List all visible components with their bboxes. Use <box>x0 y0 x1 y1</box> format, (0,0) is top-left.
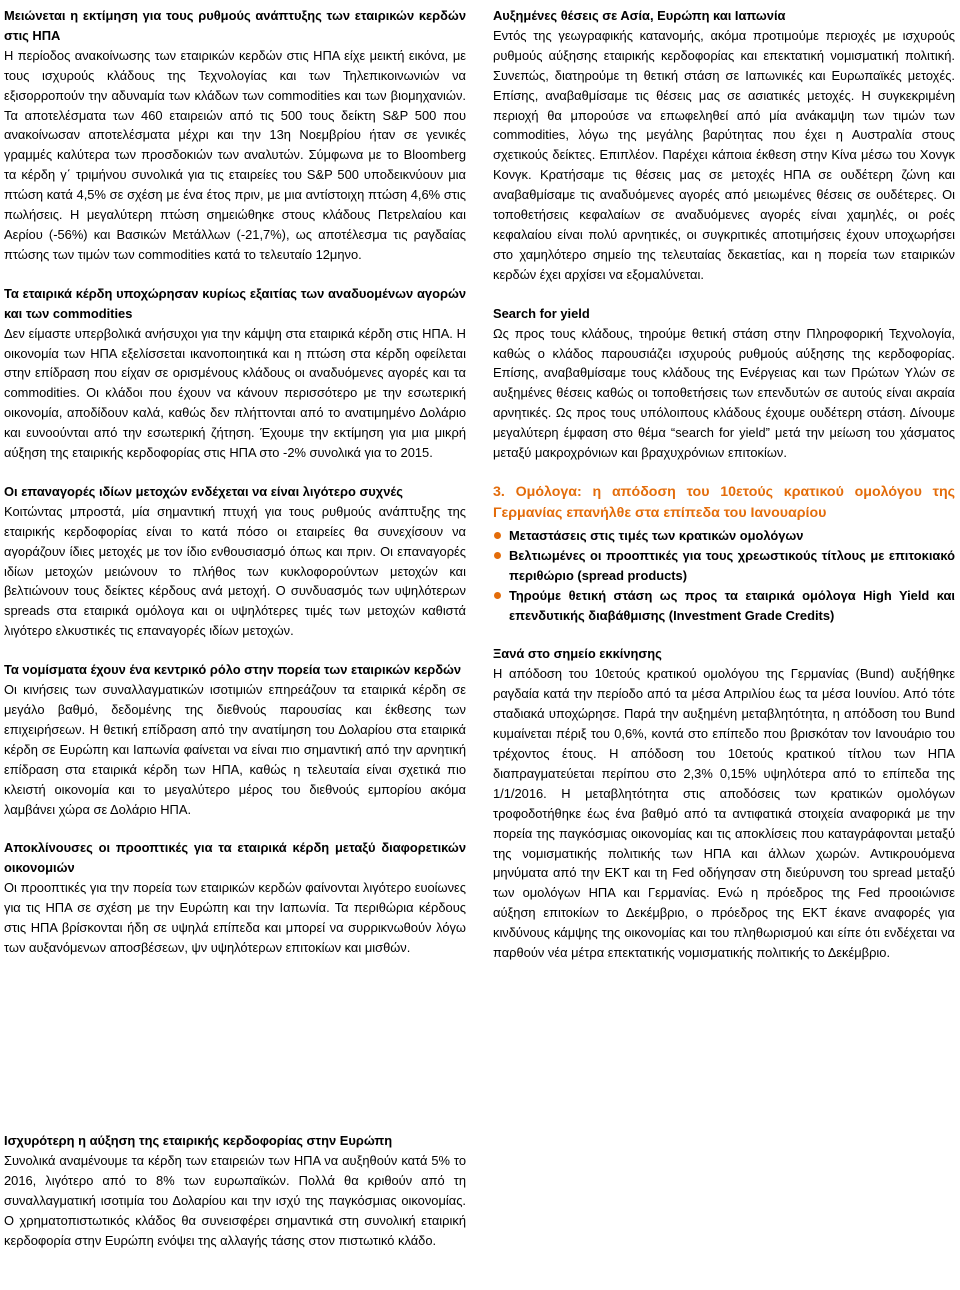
list-item: Βελτιωμένες οι προοπτικές για τους χρεωστικούς τίτλους με επιτοκιακό περιθώριο (spread products) <box>493 546 955 586</box>
bullet-icon <box>494 532 501 539</box>
heading-buybacks: Οι επαναγορές ιδίων μετοχών ενδέχεται να είναι λιγότερο συχνές <box>4 483 403 499</box>
paragraph-currencies: Οι κινήσεις των συναλλαγματικών ισοτιμιών επηρεάζουν τα εταιρικά κέρδη σε μεγάλο βαθμό, δεδομένης της διεθνούς παρουσίας και έκθεσης των επιχειρήσεων. Η θετική επίδραση από την ανατίμηση του Δολαρίου στα εταιρικά κέρδη σε Ευρώπη και Ιαπωνία φαίνεται να είναι πιο σημαντική από την αρνητική επίδραση στα εταιρικά κέρδη των ΗΠΑ, καθώς η τελευταία είναι σχετικά πιο κλειστή οικονομία και το μεγαλύτερο μέρος του διεθνούς εμπορίου ακόμα λαμβάνει χώρα σε Δολάριο ΗΠΑ. <box>4 682 466 817</box>
paragraph-emerging-commodities: Δεν είμαστε υπερβολικά ανήσυχοι για την κάμψη στα εταιρικά κέρδη στις ΗΠΑ. Η οικονομία των ΗΠΑ εξελίσσεται ικανοποιητικά και η πτώση στα κέρδη οφείλεται στην επίδραση που είχαν σε ορισμένους κλάδους οι αναδυόμενες αγορές και τα commodities. Οι κλάδοι που έχουν να κάνουν περισσότερο με την εσωτερική οικονομία, αποδίδουν καλά, καθώς δεν πλήττονται από το ανατιμημένο Δολάριο και ευνοούνται από την εσωτερική ζήτηση. Έχουμε την εκτίμηση για μια μικρή αύξηση της εταιρικής κερδοφορίας στις ΗΠΑ στο -2% συνολικά για το 2015. <box>4 325 466 461</box>
paragraph-search-for-yield: Ως προς τους κλάδους, τηρούμε θετική στάση στην Πληροφορική Τεχνολογία, καθώς ο κλάδος παρουσιάζει ισχυρούς ρυθμούς αύξησης της κερδοφορίας. Επίσης, αναβαθμίσαμε τους κλάδους της Ενέργειας και των Πρώτων Υλών σε αυξημένες θέσεις καθώς οι τοποθετήσεις των επενδυτών σε αυτούς είναι ακραία αρνητικές. Ως προς τους υπόλοιπους κλάδους έχουμε ουδέτερη στάση. Δίνουμε μεγαλύτερη έμφαση στο θέμα “search for yield” μετά την μείωση του χάσματος μεταξύ μακροχρόνιων και βραχυχρόνιων επιτοκίων. <box>493 325 955 461</box>
bullet-icon <box>494 592 501 599</box>
list-item: Τηρούμε θετική στάση ως προς τα εταιρικά ομόλογα High Yield και επενδυτικής διαβάθμισης (Investment Grade Credits) <box>493 586 955 626</box>
bonds-bullet-list <box>493 526 955 626</box>
paragraph-asia-europe-japan: Εντός της γεωγραφικής κατανομής, ακόμα προτιμούμε περιοχές με ισχυρούς ρυθμούς αύξησης εταιρικής κερδοφορίας και επεκτατική νομισματική πολιτική. Συνεπώς, διατηρούμε τη θετική στάση σε Ιαπωνικές και Ευρωπαϊκές μετοχές. Επίσης, αναβαθμίσαμε τις θέσεις μας σε ασιατικές μετοχές. Η συγκεκριμένη περιοχή θα μπορούσε να επωφεληθεί από μία ανάκαμψη των τιμών των commodities, λόγω της μεγάλης βαρύτητας που έχει η Αυστραλία στους σχετικούς δείκτες. Επιπλέον. Παρέχει κάποια έκθεση στην Κίνα μέσω του Χονγκ Κονγκ. Κρατήσαμε τις θέσεις μας σε μετοχές ΗΠΑ σε ουδέτερη ζώνη και αναβαθμίσαμε τις αναδυόμενες αγορές από μειωμένες θέσεις σε ουδέτερες. Οι τοποθετήσεις κεφαλαίων σε αναδυόμενες αγορές είναι χαμηλές, οι ροές κεφαλαίου είναι πολύ αρνητικές, οι συγκριτικές αποτιμήσεις έχουν υποχωρήσει στο χαμηλότερο σημείο της τελευταίας δεκαετίας, και η πορεία των εταιρικών κερδών έχει αρχίσει να εξομαλύνεται. <box>493 27 955 282</box>
heading-asia-europe-japan: Αυξημένες θέσεις σε Ασία, Ευρώπη και Ιαπωνία <box>493 8 786 23</box>
heading-search-for-yield: Search for yield <box>493 305 590 321</box>
paragraph-europe-profitability: Συνολικά αναμένουμε τα κέρδη των εταιρειών των ΗΠΑ να αυξηθούν κατά 5% το 2016, λιγότερο από το 8% των ευρωπαϊκών. Πολλά θα κριθούν από τη συναλλαγματική ισοτιμία του Δολαρίου και την ισχύ της παγκόσμιας οικονομίας. Ο χρηματοπιστωτικός κλάδος θα συνεισφέρει σημαντικά στη συνολική εταιρική κερδοφορία στην Ευρώπη ενόψει της αλλαγής τάσης στον πιστωτικό κλάδο. <box>4 1152 466 1248</box>
paragraph-back-to-start: Η απόδοση του 10ετούς κρατικού ομολόγου της Γερμανίας (Bund) αυξήθηκε ραγδαία κατά την περίοδο από τα μέσα Απριλίου έως τα μέσα Ιουνίου. Από τότε σταδιακά υποχώρησε. Παρά την αυξημένη μεταβλητότητα, η απόδοση του Bund κυμαίνεται πέριξ του 0,6%, κοντά στο επίπεδο που βρισκόταν τον Ιανουάριο του τρέχοντος έτους. Η απόδοση του 10ετούς κρατικού τίτλου των ΗΠΑ διαπραγματεύεται περίπου στο 2,3% 0,15% υψηλότερα από το επίπεδα της 1/1/2016. Η μεταβλητότητα στις αποδόσεις των κρατικών ομολόγων τροφοδοτήθηκε έως ένα βαθμό από τα αντιφατικά στοιχεία αναφορικά με την πορεία της παγκόσμιας οικονομίας και τις αποκλίσεις που καταγράφονται μεταξύ της νομισματικής πολιτικής των ΗΠΑ και άλλων χωρών. Αντικρουόμενα μηνύματα από την ΕΚΤ και τη Fed οδήγησαν στη διεύρυνση του spread μεταξύ των ομολόγων ΗΠΑ και Γερμανίας. Ενώ η πρόεδρος της Fed προοιώνισε αύξηση επιτοκίων το Δεκέμβριο, ο πρόεδρος της ΕΚΤ έκανε αναφορές για κινδύνους κάμψης της οικονομίας και του πληθωρισμού και είπε ότι ενδέχεται να παρθούν νέα μέτρα επεκτατικής νομισματικής πολιτικής το Δεκέμβριο. <box>493 666 955 961</box>
section-title-bonds: 3. Ομόλογα: η απόδοση του 10ετούς κρατικού ομολόγου της Γερμανίας επανήλθε στα επίπεδα του Ιανουαρίου <box>493 483 955 521</box>
paragraph-buybacks: Κοιτώντας μπροστά, μία σημαντική πτυχή για τους ρυθμούς ανάπτυξης της εταιρικής κερδοφορίας είναι το κατά πόσο οι εταιρείες θα συνεχίσουν να αγοράζουν ίδιες μετοχές με τον ίδιο ενθουσιασμό όπως και πριν. Οι επαναγορές ιδίων μετοχών μειώνουν το πλήθος των κυκλοφορούντων μετοχών και βελτιώνουν τους δείκτες κέρδους ανά μετοχή. Ο συνδυασμός των υψηλότερων spreads στα εταιρικά ομόλογα και οι υψηλότερες τιμές των μετοχών καθιστά λιγότερο ελκυστικές τις επαναγορές ιδίων μετοχών. <box>4 503 466 639</box>
bottom-section <box>4 1131 466 1250</box>
heading-diverging-outlook: Αποκλίνουσες οι προοπτικές για τα εταιρικά κέρδη μεταξύ διαφορετικών οικονομιών <box>4 840 466 876</box>
heading-back-to-start: Ξανά στο σημείο εκκίνησης <box>493 646 662 662</box>
left-column <box>4 6 466 958</box>
heading-emerging-commodities: Τα εταιρικά κέρδη υποχώρησαν κυρίως εξαιτίας των αναδυομένων αγορών και των commodities <box>4 285 466 321</box>
bullet-icon <box>494 552 501 559</box>
heading-currencies: Τα νομίσματα έχουν ένα κεντρικό ρόλο στην πορεία των εταιρικών κερδών <box>4 662 462 678</box>
paragraph-diverging-outlook: Οι προοπτικές για την πορεία των εταιρικών κερδών φαίνονται λιγότερο ευοίωνες για τις ΗΠΑ σε σχέση με την Ευρώπη και την Ιαπωνία. Τα περιθώρια κέρδους στις ΗΠΑ βρίσκονται ήδη σε υψηλά επίπεδα και μπορεί να συρρικνωθούν λόγω των αυξανόμενων αποσβέσεων, ψν υψηλότερων επιτοκίων και μισθών. <box>4 880 466 955</box>
list-item: Μεταστάσεις στις τιμές των κρατικών ομολόγων <box>493 526 955 546</box>
paragraph-us-earnings-estimate: Η περίοδος ανακοίνωσης των εταιρικών κερδών στις ΗΠΑ είχε μεικτή εικόνα, με τους ισχυρούς κλάδους της Τεχνολογίας και των Τηλεπικοινωνιών να εξισορροπούν την αδυναμία των κλάδων των commodities και των βιομηχανιών. Τα αποτελέσματα των 460 εταιρειών από τις 500 τους δείκτη S&P 500 που ανακοίνωσαν αποτελέσματα μέχρι και την 13η Νοεμβρίου ήταν σε γενικές γραμμές καλύτερα των προσδοκιών των αναλυτών. Σύμφωνα με το Bloomberg τα κέρδη γ΄ τριμήνου συνολικά για τις εταιρείες του S&P 500 υποδεικνύουν μια πτώση κατά 4,5% σε σχέση με ένα έτος πριν, με μια αντίστοιχη πτώση 4,6% στις πωλήσεις. Η μεγαλύτερη πτώση σημειώθηκε στους κλάδους Πετρελαίου και Αερίου (-56%) και Βασικών Μετάλλων (-21,7%), ως αποτέλεσμα τις ραγδαίας πτώσης των τιμών των commodities κατά το τελευταίο 12μηνο. <box>4 47 466 262</box>
heading-europe-profitability: Ισχυρότερη η αύξηση της εταιρικής κερδοφορίας στην Ευρώπη <box>4 1133 393 1148</box>
heading-us-earnings-estimate: Μειώνεται η εκτίμηση για τους ρυθμούς ανάπτυξης των εταιρικών κερδών στις ΗΠΑ <box>4 8 466 43</box>
right-column <box>493 6 955 963</box>
